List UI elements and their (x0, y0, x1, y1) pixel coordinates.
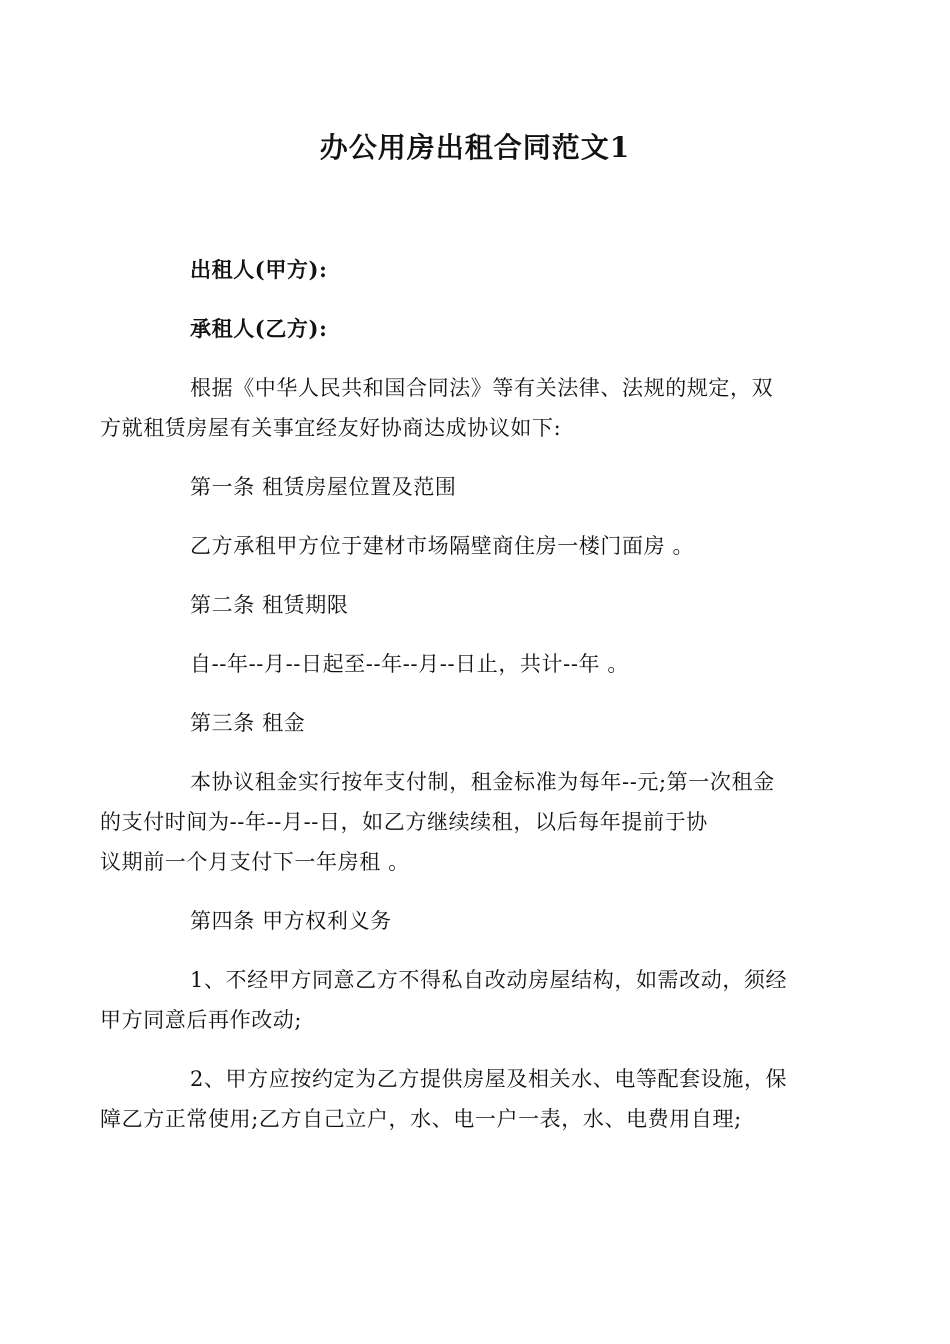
document-title: 办公用房出租合同范文1 (319, 131, 631, 164)
article-4-item-1 (100, 960, 810, 1040)
paragraph-line: 第三条 租金 (190, 711, 306, 735)
article-4-item-2 (100, 1059, 810, 1139)
article-4-heading (145, 901, 810, 941)
paragraph-line: 本协议租金实行按年支付制，租金标准为每年--元;第一次租金 (190, 770, 775, 794)
paragraph-line: 2、甲方应按约定为乙方提供房屋及相关水、电等配套设施，保 (190, 1067, 788, 1091)
paragraph-line: 障乙方正常使用;乙方自己立户，水、电一户一表，水、电费用自理; (100, 1107, 742, 1131)
paragraph-line: 根据《中华人民共和国合同法》等有关法律、法规的规定，双 (190, 376, 774, 400)
document-body (100, 250, 810, 1158)
paragraph-preamble (100, 368, 810, 448)
paragraph-line: 1、不经甲方同意乙方不得私自改动房屋结构，如需改动，须经 (190, 968, 788, 992)
paragraph-line: 自--年--月--日起至--年--月--日止，共计--年 。 (190, 652, 630, 676)
article-3-body (100, 762, 810, 882)
article-3-heading (145, 703, 810, 743)
paragraph-line: 方就租赁房屋有关事宜经友好协商达成协议如下: (100, 416, 562, 440)
article-2-heading (145, 585, 810, 625)
article-1-heading (145, 467, 810, 507)
paragraph-line: 甲方同意后再作改动; (100, 1008, 303, 1032)
article-1-body (145, 526, 810, 566)
paragraph-lessor (145, 250, 810, 290)
paragraph-line: 出租人(甲方): (190, 257, 328, 282)
article-2-body (145, 644, 810, 684)
paragraph-line: 议期前一个月支付下一年房租 。 (100, 850, 410, 874)
paragraph-line: 第四条 甲方权利义务 (190, 909, 392, 933)
paragraph-line: 承租人(乙方): (190, 316, 328, 341)
paragraph-line: 乙方承租甲方位于建材市场隔壁商住房一楼门面房 。 (190, 534, 695, 558)
paragraph-line: 的支付时间为--年--月--日，如乙方继续续租，以后每年提前于协 (100, 810, 708, 834)
paragraph-lessee (145, 309, 810, 349)
paragraph-line: 第二条 租赁期限 (190, 593, 349, 617)
paragraph-line: 第一条 租赁房屋位置及范围 (190, 475, 457, 499)
